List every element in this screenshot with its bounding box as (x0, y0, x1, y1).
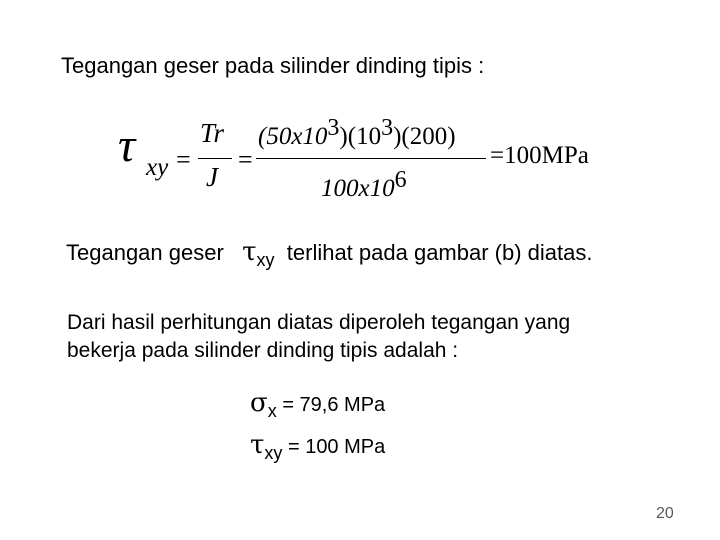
shear-stress-equation (118, 112, 618, 204)
summary-line-2: bekerja pada silinder dinding tipis adalah : (67, 339, 459, 362)
sigma-symbol: σ (250, 388, 268, 418)
note-tau-subscript: xy (256, 250, 275, 270)
result-tau-xy (250, 430, 386, 463)
tau-subscript: xy (146, 154, 169, 181)
fraction1-numerator: Tr (200, 118, 225, 148)
sigma-value: = 79,6 MPa (282, 394, 386, 416)
note-suffix: terlihat pada gambar (b) diatas. (286, 240, 593, 265)
fraction2-denominator: $100x10^6$ (321, 167, 407, 202)
summary-paragraph (67, 309, 667, 365)
fraction1-denominator: J (206, 162, 218, 192)
tau-symbol: τ (118, 119, 136, 172)
tau-result-value: = 100 MPa (287, 436, 386, 458)
page-number: 20 (656, 505, 674, 522)
note-tau-symbol: τ (242, 237, 257, 267)
equation-result: =100MPa (490, 142, 589, 169)
result-sigma-x (250, 388, 386, 421)
shear-stress-note (66, 237, 593, 270)
summary-line-1: Dari hasil perhitungan diatas diperoleh tegangan yang (67, 311, 571, 334)
equals-sign-1: = (176, 145, 191, 174)
tau-result-subscript: xy (264, 443, 283, 463)
fraction2-numerator: $(50x10^3)(10^3)(200)$ (258, 115, 456, 150)
fraction2-bar (256, 158, 486, 159)
note-prefix: Tegangan geser (66, 240, 224, 265)
tau-result-symbol: τ (250, 430, 265, 460)
equals-sign-2: = (238, 145, 253, 174)
sigma-subscript: x (267, 401, 277, 421)
fraction1-bar (198, 158, 232, 159)
slide-heading: Tegangan geser pada silinder dinding tipis : (61, 53, 485, 78)
